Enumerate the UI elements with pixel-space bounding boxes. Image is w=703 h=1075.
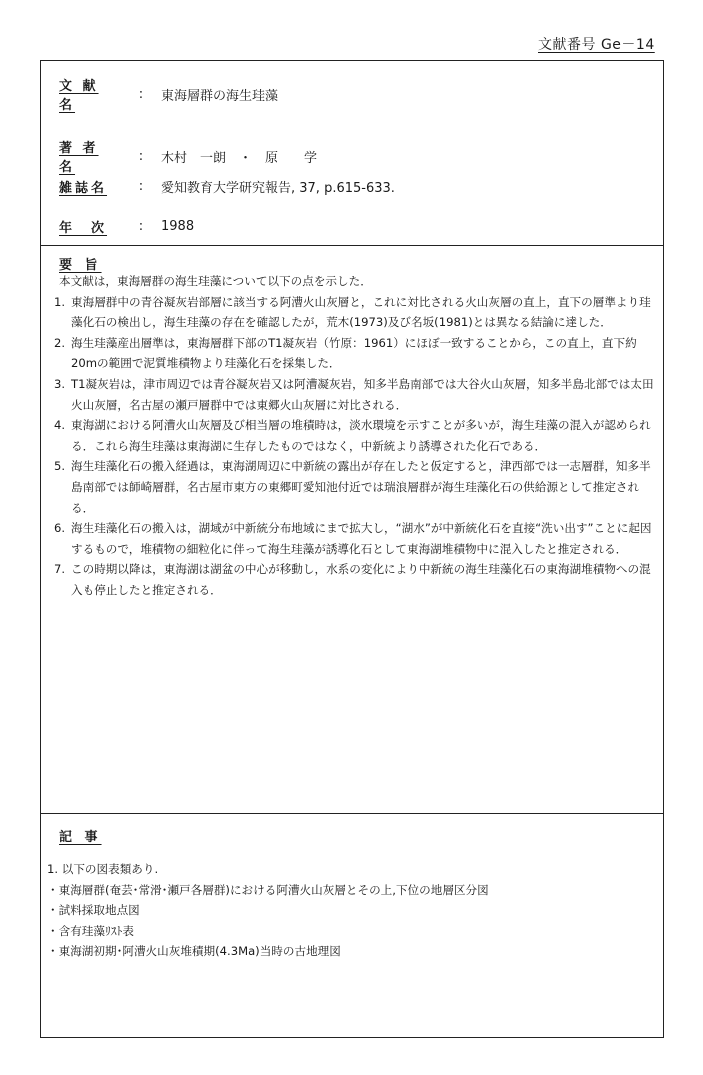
abstract-item [47,292,659,333]
meta-row-journal [59,177,395,196]
meta-row-author [59,137,317,175]
notes-line: ・含有珪藻ﾘｽﾄ表 [47,923,134,938]
abstract-item [47,518,659,559]
item-text: 東海層群中の青谷凝灰岩部層に該当する阿漕火山灰層と，これに対比される火山灰層の直上，直下の層準より珪藻化石の検出し，海生珪藻の存在を確認したが，荒木(1973)及び名坂(1981)とは異なる結論に達した． [71,294,651,330]
abstract-item [47,456,659,518]
abstract-item [47,559,659,600]
item-number: 3. [53,376,65,391]
item-text: 海生珪藻化石の搬入経過は，東海湖周辺に中新統の露出が存在したと仮定すると，津西部では一志層群，知多半島南部では師崎層群，名古屋市東方の東郷町愛知池付近では瑞浪層群が海生珪藻化石の供給源として推定される． [71,459,651,515]
year-value: 1988 [161,219,195,234]
item-text: この時期以降は，東海湖は湖盆の中心が移動し，水系の変化により中新統の海生珪藻化石の東海湖堆積物への混入も停止したと推定される． [71,562,651,597]
colon: : [138,219,144,234]
section-divider [41,245,663,246]
notes-body [47,859,647,962]
item-text: 東海湖における阿漕火山灰層及び相当層の堆積時は，淡水環境を示すことが多いが，海生珪藻の混入が認められる．これら海生珪藻は東海湖に生存したものではなく，中新統より誘導された化石である． [71,418,651,453]
notes-heading: 記 事 [59,830,102,845]
colon: : [138,86,144,102]
section-divider [41,813,663,814]
title-label: 文 献 名 [59,79,99,113]
item-number: 1. [53,294,65,309]
abstract-item [47,415,659,456]
item-number: 4. [53,418,65,433]
journal-label: 雑誌名 [59,181,108,196]
colon: : [138,179,144,194]
author-label: 著 者 名 [59,141,99,175]
item-text: 海生珪藻化石の搬入は，湖域が中新統分布地域にまで拡大し，“湖水”が中新統化石を直接“洗い出す”ことに起因するもので，堆積物の細粒化に伴って海生珪藻が誘導化石として東海湖堆積物中に混入したと推定される． [71,521,652,556]
abstract-item [47,374,659,415]
item-text: T1凝灰岩は，津市周辺では青谷凝灰岩又は阿漕凝灰岩，知多半島南部では大谷火山灰層，知多半島北部では太田火山灰層，名古屋の瀬戸層群中では東郷火山灰層に対比される． [71,376,654,412]
item-text: 海生珪藻産出層準は，東海層群下部のT1凝灰岩（竹原：1961）にほぼ一致することから，この直上，直下約20mの範囲で泥質堆積物より珪藻化石を採集した． [71,335,637,371]
item-number: 5. [53,459,65,474]
abstract-body [47,271,659,601]
colon: : [138,148,144,164]
author-value: 木村 一朗 ・ 原 学 [161,150,318,166]
item-number: 2. [53,335,65,350]
journal-value: 愛知教育大学研究報告, 37, p.615-633. [161,181,395,196]
document-number: 文献番号 Ge－14 [538,37,655,53]
notes-line: ・東海湖初期･阿漕火山灰堆積期(4.3Ma)当時の古地理図 [47,944,341,959]
meta-row-year [59,217,194,236]
notes-line: 1. 以下の図表類あり. [47,862,159,876]
notes-line: ・試料採取地点図 [47,903,140,918]
abstract-heading: 要 旨 [59,258,102,273]
notes-line: ・東海層群(奄芸･常滑･瀬戸各層群)における阿漕火山灰層とその上,下位の地層区分図 [47,882,489,897]
item-number: 7. [53,562,65,577]
item-number: 6. [53,521,65,536]
abstract-item [47,333,659,374]
meta-row-title [59,75,278,113]
year-label: 年 次 [59,221,108,236]
document-frame [40,60,664,1038]
title-value: 東海層群の海生珪藻 [161,88,279,104]
abstract-intro: 本文献は，東海層群の海生珪藻について以下の点を示した． [59,274,372,288]
